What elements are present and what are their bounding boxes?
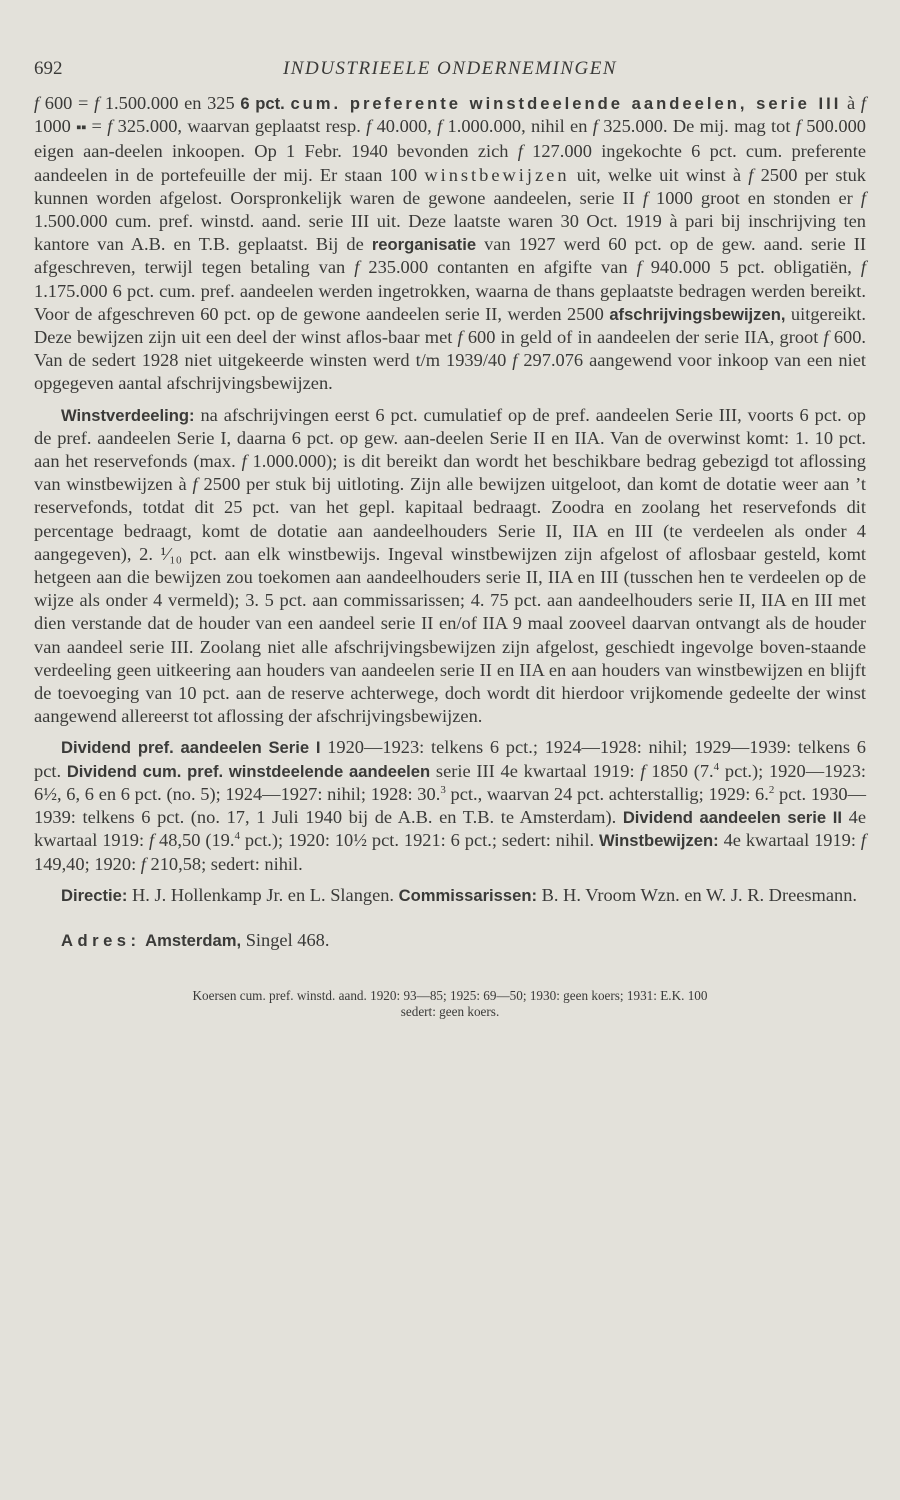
text-run: 40.000, xyxy=(371,116,438,137)
running-title: INDUSTRIEELE ONDERNEMINGEN xyxy=(282,58,617,79)
florin-sign: f xyxy=(107,116,113,137)
text-run: 600. Van de sedert 1928 niet uitgekeerde winsten werd t/m 1939/40 xyxy=(34,327,867,371)
bold-term: reorganisatie xyxy=(371,235,477,255)
page-header xyxy=(34,58,866,92)
paragraph-adres xyxy=(34,929,866,952)
florin-sign: f xyxy=(457,327,463,348)
text-run: 149,40; 1920: xyxy=(34,853,141,874)
spaced-term: winstbewijzen xyxy=(424,164,570,185)
florin-sign: f xyxy=(860,830,866,851)
text-run: 940.000 5 pct. obligatiën, xyxy=(641,257,861,278)
text-run: 210,58; sedert: nihil. xyxy=(145,853,303,874)
superscript: 4 xyxy=(234,830,240,843)
superscript: 4 xyxy=(713,760,720,773)
text-run: 297.076 aangewend voor inkoop van een niet opgegeven aantal afschrijvingsbewijzen. xyxy=(34,350,866,394)
section-heading: Dividend cum. pref. winstdeelende aandeelen xyxy=(66,761,431,781)
footnote-line: Koersen cum. pref. winstd. aand. 1920: 93—85; 1925: 69—50; 1930: geen koers; 1931: E.K. 100 xyxy=(192,988,708,1004)
florin-sign: f xyxy=(860,93,866,113)
florin-sign: f xyxy=(517,141,523,162)
text-run: serie III 4e kwartaal 1919: xyxy=(430,760,641,781)
text-run: 1.500.000 en 325 xyxy=(99,93,241,113)
text-run: 235.000 contanten en afgifte van xyxy=(359,257,637,278)
florin-sign: f xyxy=(640,760,646,781)
text-run: 600 in geld of in aandeelen der serie IIA, groot xyxy=(462,327,824,348)
bold-term: afschrijvingsbewijzen, xyxy=(609,304,786,324)
florin-sign: f xyxy=(642,187,648,208)
text-run: pct.); 1920—1923: 6½, 6, 6 en 6 pct. (no. 5); 1924—1927: nihil; 1928: 30. xyxy=(34,760,867,804)
text-run: 1.000.000, nihil en xyxy=(442,116,593,137)
section-heading: Dividend aandeelen serie II xyxy=(622,808,842,828)
text-run: Singel 468. xyxy=(241,929,330,950)
spaced-bold-term: cum. preferente winstdeelende aandeelen, serie III xyxy=(290,94,842,113)
florin-sign: f xyxy=(823,327,829,348)
page-number: 692 xyxy=(34,58,63,79)
florin-sign: f xyxy=(94,93,100,113)
text-run: pct. 1930—1939: telkens 6 pct. (no. 17, 1 Juli 1940 bij de A.B. en T.B. te Amsterdam). xyxy=(34,783,866,828)
florin-sign: f xyxy=(860,187,866,208)
florin-sign: f xyxy=(366,116,372,137)
document-page xyxy=(34,58,866,1020)
text-run: H. J. Hollenkamp Jr. en L. Slangen. xyxy=(127,884,399,905)
florin-sign: f xyxy=(192,474,198,495)
florin-sign: f xyxy=(149,830,155,851)
text-run: uitgereikt. Deze bewijzen zijn uit een deel der winst aflos-baar met xyxy=(34,303,866,348)
text-run: 1000 xyxy=(34,116,77,137)
section-heading: Winstverdeeling: xyxy=(61,405,195,425)
paragraph-dividend xyxy=(34,736,866,875)
text-run: 2500 per stuk kunnen worden afgelost. Oorspronkelijk waren de gewone aandeelen, serie II xyxy=(34,164,866,208)
text-run: van 1927 werd 60 pct. op de gew. aand. serie II afgeschreven, terwijl tegen betaling van xyxy=(34,234,866,278)
text-run: pct.); 1920: 10½ pct. 1921: 6 pct.; sedert: nihil. xyxy=(239,830,599,851)
section-heading: Dividend pref. aandeelen Serie I xyxy=(61,738,321,758)
florin-sign: f xyxy=(512,350,518,371)
body-text xyxy=(34,92,866,952)
section-heading: Adres: xyxy=(61,930,141,950)
text-run: 4e kwartaal 1919: xyxy=(34,807,866,851)
text-run: 127.000 ingekochte 6 pct. cum. preferente aandeelen in de portefeuille der mij. Er staan 100 xyxy=(34,141,866,185)
text-run: à xyxy=(841,93,861,113)
section-heading: Commissarissen: xyxy=(398,885,537,905)
share-symbol-icon: ▪▪ xyxy=(76,120,87,137)
paragraph-winstverdeeling xyxy=(34,404,866,729)
florin-sign: f xyxy=(241,451,247,472)
city-name: Amsterdam, xyxy=(145,930,242,950)
superscript: 3 xyxy=(440,783,446,796)
text-run: B. H. Vroom Wzn. en W. J. R. Dreesmann. xyxy=(536,884,858,905)
florin-sign: f xyxy=(437,116,443,137)
text-run: 325.000. De mij. mag tot xyxy=(597,116,796,137)
bold-term: 6 pct. xyxy=(240,94,285,113)
text-run: 2500 per stuk bij uitloting. Zijn alle bewijzen uitgeloot, dan komt de dotatie weer aan ’t reservefonds, totdat dit 25 pct. van het gepl. kapitaal bedraagt. Zoodra en zoolang het reservefonds dit percentage bedraagt, komt de dotatie aan aandeelhouders Serie II, IIA en III (te verdeelen als onder 4 aangegeven), 2. xyxy=(34,474,866,564)
text-run: 600 = xyxy=(39,93,95,113)
florin-sign: f xyxy=(34,93,40,113)
text-run: na afschrijvingen eerst 6 pct. cumulatief op de pref. aandeelen Serie III, voorts 6 pct. op de pref. aandeelen Serie I, daarna 6 pct. op gew. aan-deelen Serie II en IIA. Van de overwinst komt: 1. 10 pct. aan het reservefonds (max. xyxy=(34,404,866,472)
superscript: 2 xyxy=(768,783,775,796)
text-run: 1000 groot en stonden er xyxy=(647,187,861,208)
footnote-quotations xyxy=(34,988,866,1020)
florin-sign: f xyxy=(592,116,598,137)
section-heading: Directie: xyxy=(61,885,128,905)
section-heading: Winstbewijzen: xyxy=(599,831,719,851)
fraction: ¹⁄₁₀ xyxy=(160,543,183,564)
text-run: = xyxy=(86,116,108,137)
paragraph-capital-structure xyxy=(34,92,866,396)
footnote-line: sedert: geen koers. xyxy=(400,1004,500,1020)
text-run: 1.175.000 6 pct. cum. pref. aandeelen werden ingetrokken, waarna de thans geplaatste bedragen werden bereikt. Voor de afgeschreven 60 pct. op de gewone aandeelen serie II, werden 2500 xyxy=(34,280,866,324)
text-run: pct., waarvan 24 pct. achterstallig; 1929: 6. xyxy=(445,783,769,804)
florin-sign: f xyxy=(140,853,146,874)
text-run: 1850 (7. xyxy=(645,760,714,781)
text-run: 48,50 (19. xyxy=(154,830,235,851)
text-run: 500.000 eigen aan-deelen inkoopen. Op 1 Febr. 1940 bevonden zich xyxy=(34,116,866,162)
florin-sign: f xyxy=(860,257,866,278)
text-run: uit, welke uit winst à xyxy=(569,164,749,185)
florin-sign: f xyxy=(795,116,801,137)
florin-sign: f xyxy=(748,164,754,185)
text-run: 1920—1923: telkens 6 pct.; 1924—1928: nihil; 1929—1939: telkens 6 pct. xyxy=(34,737,866,781)
text-run: 4e kwartaal 1919: xyxy=(718,830,861,851)
florin-sign: f xyxy=(354,257,360,278)
text-run: 1.000.000); is dit bereikt dan wordt het beschikbare bedrag gebezigd tot aflossing van winstbewijzen à xyxy=(34,451,866,495)
text-run: 1.500.000 cum. pref. winstd. aand. serie III uit. Deze laatste waren 30 Oct. 1919 à pari bij inschrijving ten kantore van A.B. en T.B. geplaatst. Bij de xyxy=(34,211,866,255)
florin-sign: f xyxy=(636,257,642,278)
text-run: pct. aan elk winstbewijs. Ingeval winstbewijzen zijn afgelost of aflosbaar gesteld, komt hetgeen aan die bewijzen zou toekomen aan aandeelhouders serie II, IIA en III (tusschen hen te verdeelen op de wijze als onder 4 vermeld); 3. 5 pct. aan commissarissen; 4. 75 pct. aan aandeelhouders serie II, IIA en III met dien verstande dat de houder van een aandeel serie II en/of IIA 9 maal zooveel daarvan ontvangt als de houder van aandeel serie III. Zoolang niet alle afschrijvingsbewijzen zijn afgelost, geschiedt ingevolge boven-staande verdeeling geen uitkeering aan houders van aandeelen serie II en IIA en aan houders van winstbewijzen en blijft de toevoeging van 10 pct. aan de reserve achterwege, doch wordt dit hierdoor vrijkomende gedeelte der winst aangewend allereerst tot aflossing der afschrijvingsbewijzen. xyxy=(34,543,867,727)
paragraph-directie xyxy=(34,884,866,907)
text-run: 325.000, waarvan geplaatst resp. xyxy=(112,116,367,137)
